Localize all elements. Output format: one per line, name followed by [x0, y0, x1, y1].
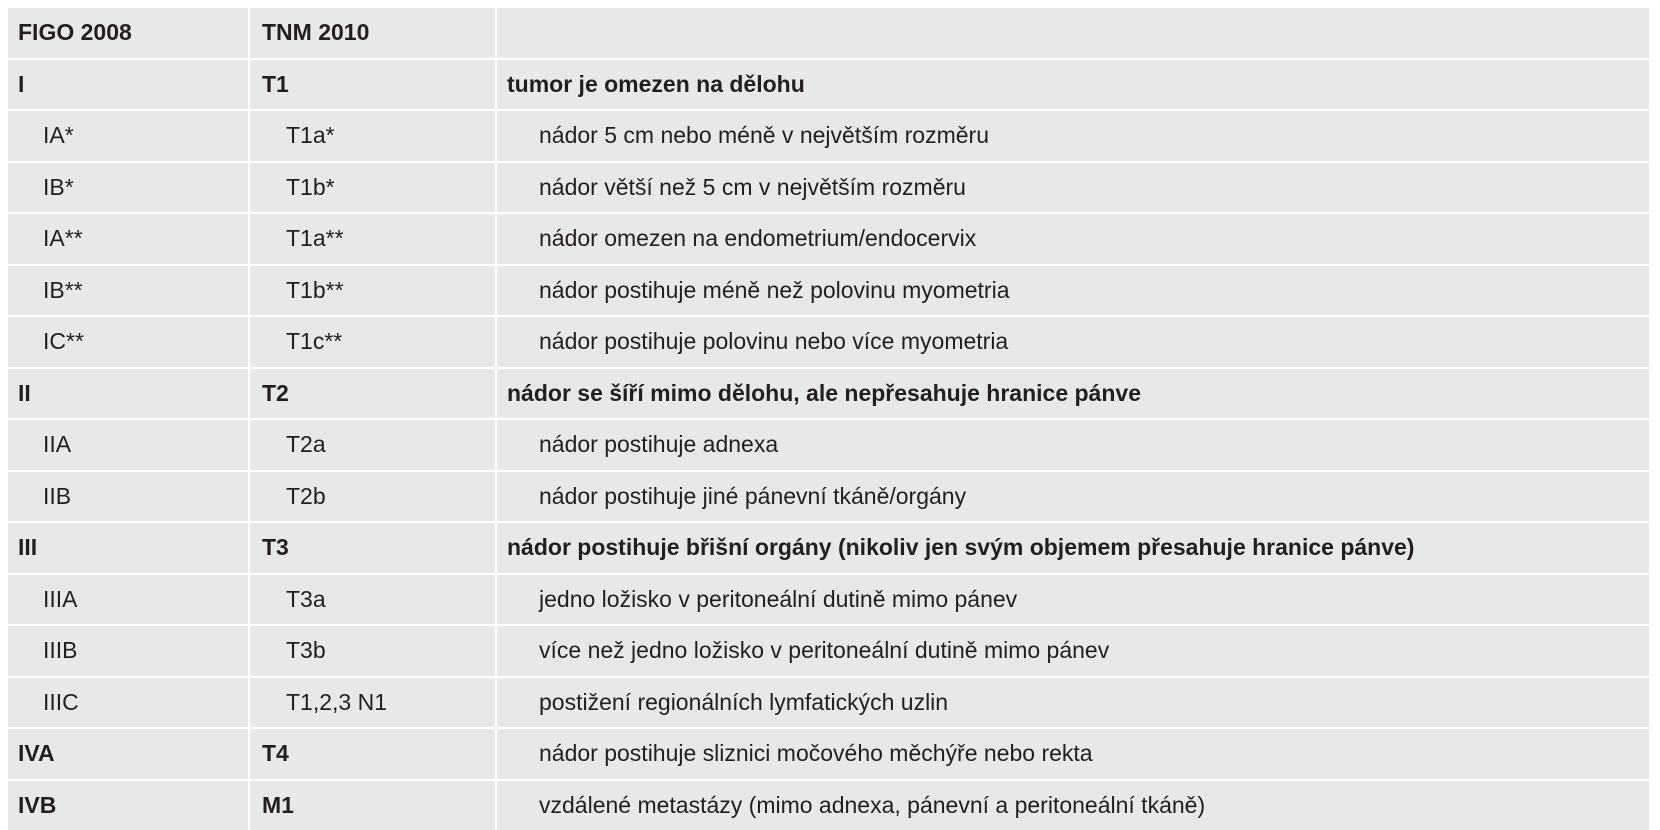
- tnm-cell: T1b**: [249, 265, 496, 317]
- table-row: [8, 522, 1649, 574]
- figo-cell: III: [8, 522, 249, 574]
- description-cell: vzdálené metastázy (mimo adnexa, pánevní a peritoneální tkáně): [496, 780, 1649, 830]
- tnm-cell: T1c**: [249, 316, 496, 368]
- description-cell: nádor postihuje méně než polovinu myometria: [496, 265, 1649, 317]
- table-row: [8, 162, 1649, 214]
- tnm-cell: T2: [249, 368, 496, 420]
- figo-cell: IA**: [8, 213, 249, 265]
- table-row: [8, 316, 1649, 368]
- figo-cell: IVB: [8, 780, 249, 830]
- tnm-cell: T1a*: [249, 110, 496, 162]
- description-cell: postižení regionálních lymfatických uzlin: [496, 677, 1649, 729]
- description-cell: jedno ložisko v peritoneální dutině mimo pánev: [496, 574, 1649, 626]
- table-row: [8, 728, 1649, 780]
- description-cell: nádor se šíří mimo dělohu, ale nepřesahuje hranice pánve: [496, 368, 1649, 420]
- header-figo: FIGO 2008: [8, 8, 249, 59]
- staging-table: [8, 8, 1649, 830]
- figo-cell: I: [8, 59, 249, 111]
- figo-cell: IC**: [8, 316, 249, 368]
- table-row: [8, 471, 1649, 523]
- table-row: [8, 265, 1649, 317]
- figo-cell: IVA: [8, 728, 249, 780]
- figo-cell: IIB: [8, 471, 249, 523]
- tnm-cell: T2b: [249, 471, 496, 523]
- table-row: [8, 625, 1649, 677]
- tnm-cell: T3b: [249, 625, 496, 677]
- tnm-cell: T3a: [249, 574, 496, 626]
- figo-cell: IB*: [8, 162, 249, 214]
- description-cell: více než jedno ložisko v peritoneální dutině mimo pánev: [496, 625, 1649, 677]
- tnm-cell: T4: [249, 728, 496, 780]
- table-header-row: [8, 8, 1649, 59]
- table-row: [8, 419, 1649, 471]
- header-tnm: TNM 2010: [249, 8, 496, 59]
- table-row: [8, 677, 1649, 729]
- tnm-cell: M1: [249, 780, 496, 830]
- tnm-cell: T2a: [249, 419, 496, 471]
- tnm-cell: T1,2,3 N1: [249, 677, 496, 729]
- description-cell: nádor postihuje polovinu nebo více myometria: [496, 316, 1649, 368]
- tnm-cell: T1: [249, 59, 496, 111]
- tnm-cell: T3: [249, 522, 496, 574]
- figo-cell: IB**: [8, 265, 249, 317]
- description-cell: nádor omezen na endometrium/endocervix: [496, 213, 1649, 265]
- figo-cell: IIIA: [8, 574, 249, 626]
- figo-cell: IIA: [8, 419, 249, 471]
- description-cell: nádor postihuje adnexa: [496, 419, 1649, 471]
- header-description: [496, 8, 1649, 59]
- table-row: [8, 574, 1649, 626]
- table-row: [8, 780, 1649, 830]
- tnm-cell: T1b*: [249, 162, 496, 214]
- table-row: [8, 59, 1649, 111]
- figo-cell: IIIC: [8, 677, 249, 729]
- description-cell: nádor postihuje sliznici močového měchýře nebo rekta: [496, 728, 1649, 780]
- tnm-cell: T1a**: [249, 213, 496, 265]
- figo-cell: IA*: [8, 110, 249, 162]
- description-cell: nádor 5 cm nebo méně v největším rozměru: [496, 110, 1649, 162]
- description-cell: nádor postihuje břišní orgány (nikoliv jen svým objemem přesahuje hranice pánve): [496, 522, 1649, 574]
- table-row: [8, 110, 1649, 162]
- description-cell: tumor je omezen na dělohu: [496, 59, 1649, 111]
- description-cell: nádor postihuje jiné pánevní tkáně/orgány: [496, 471, 1649, 523]
- table-row: [8, 213, 1649, 265]
- figo-cell: II: [8, 368, 249, 420]
- table-row: [8, 368, 1649, 420]
- staging-table-container: [8, 8, 1649, 830]
- figo-cell: IIIB: [8, 625, 249, 677]
- description-cell: nádor větší než 5 cm v největším rozměru: [496, 162, 1649, 214]
